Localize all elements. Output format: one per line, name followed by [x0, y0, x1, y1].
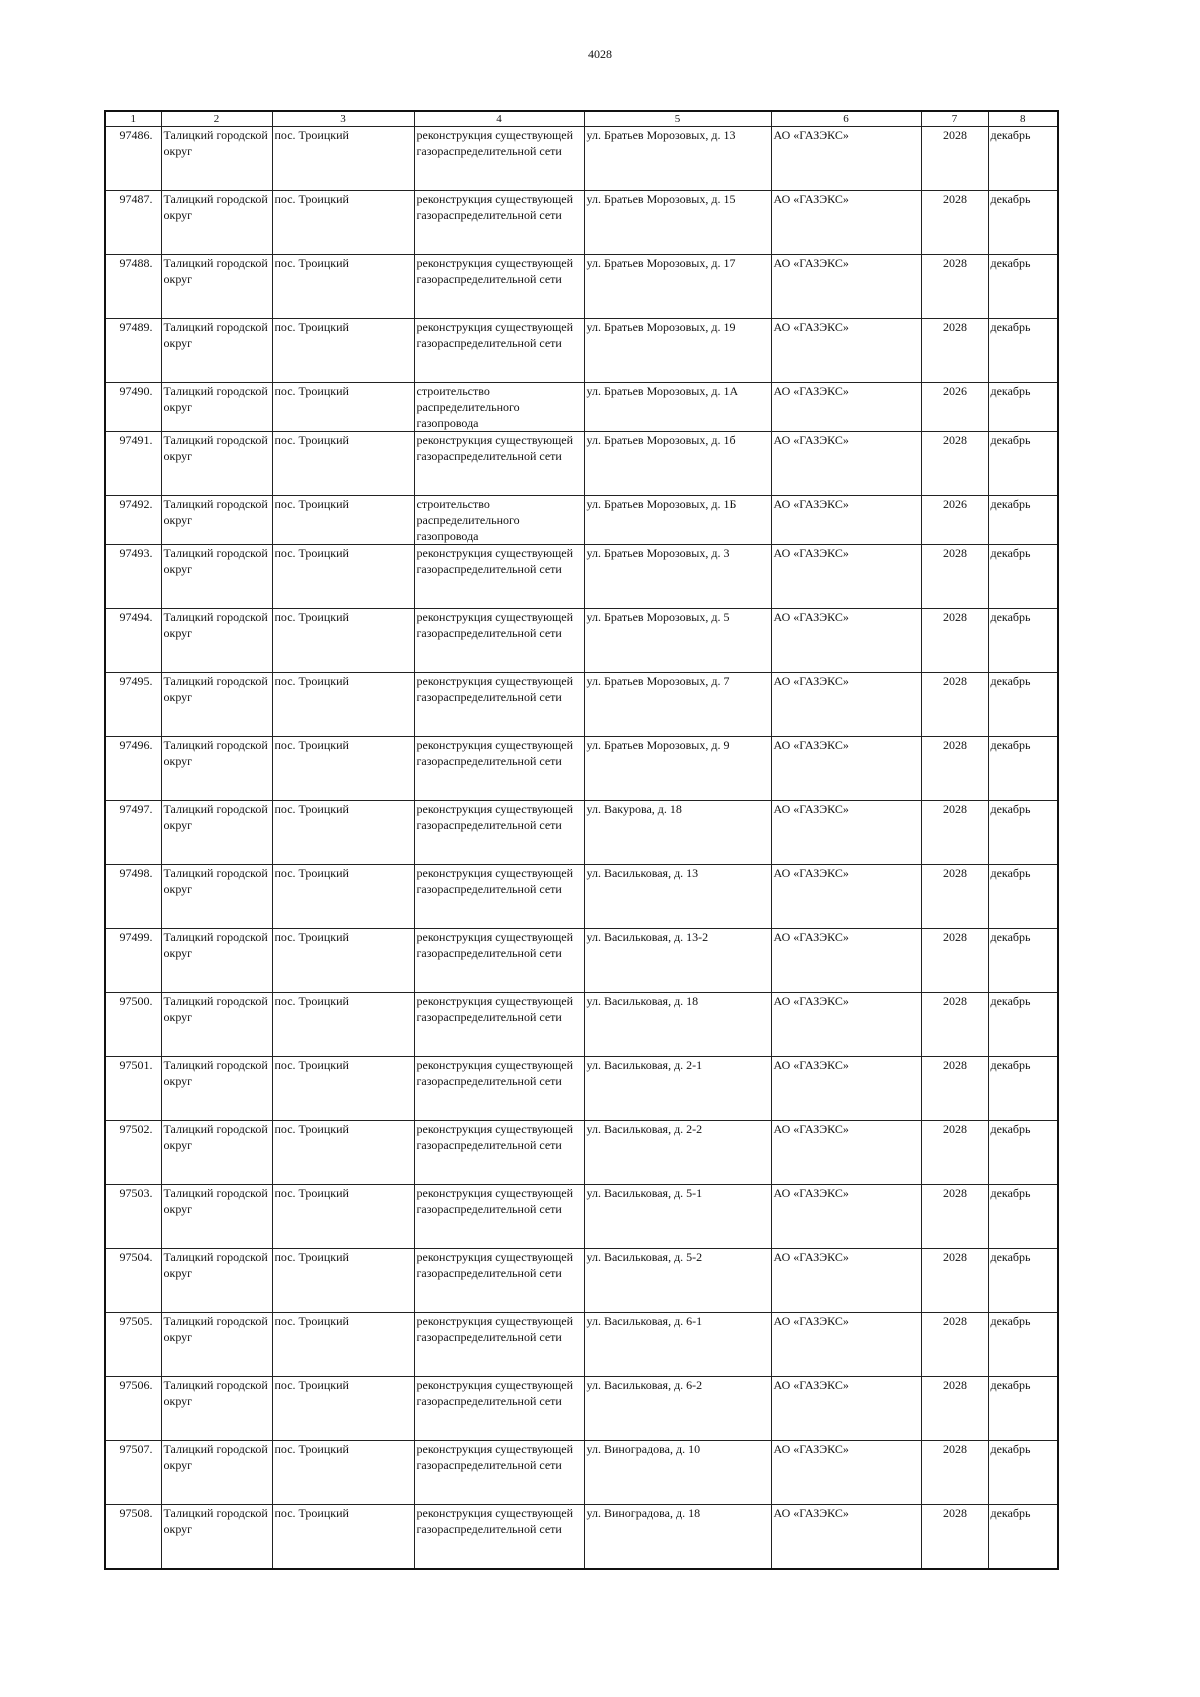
year-cell: 2028 — [921, 929, 988, 993]
district-cell: Талицкий городской округ — [161, 255, 272, 319]
table-row — [105, 496, 1058, 545]
month-cell: декабрь — [988, 1057, 1058, 1121]
work-type-cell: реконструкция существующей газораспределительной сети — [414, 319, 584, 383]
work-type-cell: реконструкция существующей газораспределительной сети — [414, 673, 584, 737]
year-cell: 2028 — [921, 127, 988, 191]
district-cell: Талицкий городской округ — [161, 1185, 272, 1249]
settlement-cell: пос. Троицкий — [272, 1057, 414, 1121]
district-cell: Талицкий городской округ — [161, 1377, 272, 1441]
work-type-cell: реконструкция существующей газораспределительной сети — [414, 255, 584, 319]
address-cell: ул. Братьев Морозовых, д. 1А — [584, 383, 771, 432]
address-cell: ул. Братьев Морозовых, д. 7 — [584, 673, 771, 737]
row-number: 97492. — [105, 496, 161, 545]
row-number: 97502. — [105, 1121, 161, 1185]
table-row — [105, 1057, 1058, 1121]
year-cell: 2028 — [921, 1441, 988, 1505]
settlement-cell: пос. Троицкий — [272, 191, 414, 255]
table-header-row — [105, 111, 1058, 127]
address-cell: ул. Виноградова, д. 18 — [584, 1505, 771, 1570]
year-cell: 2028 — [921, 1313, 988, 1377]
organization-cell: АО «ГАЗЭКС» — [771, 383, 921, 432]
settlement-cell: пос. Троицкий — [272, 319, 414, 383]
settlement-cell: пос. Троицкий — [272, 1313, 414, 1377]
organization-cell: АО «ГАЗЭКС» — [771, 1121, 921, 1185]
table-row — [105, 1249, 1058, 1313]
row-number: 97504. — [105, 1249, 161, 1313]
organization-cell: АО «ГАЗЭКС» — [771, 993, 921, 1057]
address-cell: ул. Васильковая, д. 2-2 — [584, 1121, 771, 1185]
settlement-cell: пос. Троицкий — [272, 1185, 414, 1249]
settlement-cell: пос. Троицкий — [272, 865, 414, 929]
work-type-cell: реконструкция существующей газораспределительной сети — [414, 1377, 584, 1441]
work-type-cell: реконструкция существующей газораспределительной сети — [414, 1057, 584, 1121]
year-cell: 2028 — [921, 432, 988, 496]
row-number: 97488. — [105, 255, 161, 319]
settlement-cell: пос. Троицкий — [272, 1377, 414, 1441]
settlement-cell: пос. Троицкий — [272, 127, 414, 191]
year-cell: 2026 — [921, 496, 988, 545]
district-cell: Талицкий городской округ — [161, 737, 272, 801]
address-cell: ул. Братьев Морозовых, д. 19 — [584, 319, 771, 383]
organization-cell: АО «ГАЗЭКС» — [771, 1249, 921, 1313]
organization-cell: АО «ГАЗЭКС» — [771, 319, 921, 383]
organization-cell: АО «ГАЗЭКС» — [771, 1313, 921, 1377]
month-cell: декабрь — [988, 127, 1058, 191]
work-type-cell: реконструкция существующей газораспределительной сети — [414, 865, 584, 929]
header-cell: 3 — [272, 111, 414, 127]
row-number: 97493. — [105, 545, 161, 609]
organization-cell: АО «ГАЗЭКС» — [771, 801, 921, 865]
settlement-cell: пос. Троицкий — [272, 1505, 414, 1570]
settlement-cell: пос. Троицкий — [272, 255, 414, 319]
settlement-cell: пос. Троицкий — [272, 609, 414, 673]
header-cell: 2 — [161, 111, 272, 127]
district-cell: Талицкий городской округ — [161, 1441, 272, 1505]
organization-cell: АО «ГАЗЭКС» — [771, 737, 921, 801]
table-row — [105, 127, 1058, 191]
settlement-cell: пос. Троицкий — [272, 496, 414, 545]
work-type-cell: реконструкция существующей газораспределительной сети — [414, 127, 584, 191]
year-cell: 2028 — [921, 801, 988, 865]
month-cell: декабрь — [988, 1441, 1058, 1505]
district-cell: Талицкий городской округ — [161, 1057, 272, 1121]
year-cell: 2028 — [921, 865, 988, 929]
address-cell: ул. Васильковая, д. 18 — [584, 993, 771, 1057]
settlement-cell: пос. Троицкий — [272, 432, 414, 496]
month-cell: декабрь — [988, 496, 1058, 545]
district-cell: Талицкий городской округ — [161, 432, 272, 496]
work-type-cell: реконструкция существующей газораспределительной сети — [414, 1441, 584, 1505]
row-number: 97486. — [105, 127, 161, 191]
district-cell: Талицкий городской округ — [161, 191, 272, 255]
address-cell: ул. Братьев Морозовых, д. 15 — [584, 191, 771, 255]
organization-cell: АО «ГАЗЭКС» — [771, 432, 921, 496]
table-row — [105, 319, 1058, 383]
settlement-cell: пос. Троицкий — [272, 1441, 414, 1505]
year-cell: 2028 — [921, 993, 988, 1057]
year-cell: 2028 — [921, 609, 988, 673]
work-type-cell: реконструкция существующей газораспределительной сети — [414, 1313, 584, 1377]
work-type-cell: реконструкция существующей газораспределительной сети — [414, 1121, 584, 1185]
address-cell: ул. Братьев Морозовых, д. 3 — [584, 545, 771, 609]
district-cell: Талицкий городской округ — [161, 865, 272, 929]
table-row — [105, 865, 1058, 929]
work-type-cell: реконструкция существующей газораспределительной сети — [414, 737, 584, 801]
address-cell: ул. Виноградова, д. 10 — [584, 1441, 771, 1505]
year-cell: 2028 — [921, 1185, 988, 1249]
work-type-cell: реконструкция существующей газораспределительной сети — [414, 432, 584, 496]
row-number: 97503. — [105, 1185, 161, 1249]
settlement-cell: пос. Троицкий — [272, 1121, 414, 1185]
year-cell: 2028 — [921, 1057, 988, 1121]
organization-cell: АО «ГАЗЭКС» — [771, 545, 921, 609]
year-cell: 2028 — [921, 737, 988, 801]
header-cell: 6 — [771, 111, 921, 127]
settlement-cell: пос. Троицкий — [272, 673, 414, 737]
row-number: 97497. — [105, 801, 161, 865]
year-cell: 2028 — [921, 191, 988, 255]
table-row — [105, 255, 1058, 319]
settlement-cell: пос. Троицкий — [272, 383, 414, 432]
work-type-cell: строительство распределительного газопровода — [414, 383, 584, 432]
table-row — [105, 673, 1058, 737]
organization-cell: АО «ГАЗЭКС» — [771, 1377, 921, 1441]
work-type-cell: реконструкция существующей газораспределительной сети — [414, 545, 584, 609]
year-cell: 2028 — [921, 255, 988, 319]
district-cell: Талицкий городской округ — [161, 319, 272, 383]
row-number: 97507. — [105, 1441, 161, 1505]
work-type-cell: реконструкция существующей газораспределительной сети — [414, 801, 584, 865]
month-cell: декабрь — [988, 801, 1058, 865]
month-cell: декабрь — [988, 609, 1058, 673]
address-cell: ул. Васильковая, д. 2-1 — [584, 1057, 771, 1121]
address-cell: ул. Васильковая, д. 5-2 — [584, 1249, 771, 1313]
table-row — [105, 191, 1058, 255]
page-number: 4028 — [588, 47, 612, 61]
settlement-cell: пос. Троицкий — [272, 929, 414, 993]
work-type-cell: реконструкция существующей газораспределительной сети — [414, 1249, 584, 1313]
address-cell: ул. Братьев Морозовых, д. 17 — [584, 255, 771, 319]
table-row — [105, 1121, 1058, 1185]
district-cell: Талицкий городской округ — [161, 993, 272, 1057]
district-cell: Талицкий городской округ — [161, 801, 272, 865]
row-number: 97494. — [105, 609, 161, 673]
address-cell: ул. Васильковая, д. 6-1 — [584, 1313, 771, 1377]
district-cell: Талицкий городской округ — [161, 1121, 272, 1185]
organization-cell: АО «ГАЗЭКС» — [771, 255, 921, 319]
row-number: 97501. — [105, 1057, 161, 1121]
table-row — [105, 1505, 1058, 1570]
year-cell: 2028 — [921, 1249, 988, 1313]
row-number: 97487. — [105, 191, 161, 255]
address-cell: ул. Братьев Морозовых, д. 13 — [584, 127, 771, 191]
table-row — [105, 1441, 1058, 1505]
year-cell: 2028 — [921, 673, 988, 737]
work-type-cell: реконструкция существующей газораспределительной сети — [414, 191, 584, 255]
address-cell: ул. Вакурова, д. 18 — [584, 801, 771, 865]
table-row — [105, 993, 1058, 1057]
district-cell: Талицкий городской округ — [161, 1313, 272, 1377]
address-cell: ул. Васильковая, д. 6-2 — [584, 1377, 771, 1441]
table-row — [105, 1313, 1058, 1377]
table-row — [105, 929, 1058, 993]
organization-cell: АО «ГАЗЭКС» — [771, 865, 921, 929]
month-cell: декабрь — [988, 737, 1058, 801]
month-cell: декабрь — [988, 319, 1058, 383]
year-cell: 2026 — [921, 383, 988, 432]
address-cell: ул. Васильковая, д. 13 — [584, 865, 771, 929]
month-cell: декабрь — [988, 1377, 1058, 1441]
organization-cell: АО «ГАЗЭКС» — [771, 1505, 921, 1570]
row-number: 97498. — [105, 865, 161, 929]
month-cell: декабрь — [988, 865, 1058, 929]
address-cell: ул. Васильковая, д. 5-1 — [584, 1185, 771, 1249]
work-type-cell: реконструкция существующей газораспределительной сети — [414, 1505, 584, 1570]
district-cell: Талицкий городской округ — [161, 1249, 272, 1313]
header-cell: 4 — [414, 111, 584, 127]
month-cell: декабрь — [988, 929, 1058, 993]
month-cell: декабрь — [988, 545, 1058, 609]
row-number: 97490. — [105, 383, 161, 432]
row-number: 97489. — [105, 319, 161, 383]
month-cell: декабрь — [988, 191, 1058, 255]
district-cell: Талицкий городской округ — [161, 496, 272, 545]
year-cell: 2028 — [921, 319, 988, 383]
header-cell: 1 — [105, 111, 161, 127]
organization-cell: АО «ГАЗЭКС» — [771, 127, 921, 191]
row-number: 97508. — [105, 1505, 161, 1570]
table-row — [105, 432, 1058, 496]
month-cell: декабрь — [988, 1249, 1058, 1313]
district-cell: Талицкий городской округ — [161, 127, 272, 191]
address-cell: ул. Братьев Морозовых, д. 9 — [584, 737, 771, 801]
organization-cell: АО «ГАЗЭКС» — [771, 1057, 921, 1121]
month-cell: декабрь — [988, 383, 1058, 432]
year-cell: 2028 — [921, 545, 988, 609]
district-cell: Талицкий городской округ — [161, 673, 272, 737]
row-number: 97496. — [105, 737, 161, 801]
settlement-cell: пос. Троицкий — [272, 545, 414, 609]
table-row — [105, 737, 1058, 801]
month-cell: декабрь — [988, 255, 1058, 319]
month-cell: декабрь — [988, 432, 1058, 496]
month-cell: декабрь — [988, 1185, 1058, 1249]
header-cell: 5 — [584, 111, 771, 127]
settlement-cell: пос. Троицкий — [272, 737, 414, 801]
year-cell: 2028 — [921, 1377, 988, 1441]
work-type-cell: реконструкция существующей газораспределительной сети — [414, 609, 584, 673]
table-row — [105, 545, 1058, 609]
month-cell: декабрь — [988, 1505, 1058, 1570]
row-number: 97495. — [105, 673, 161, 737]
data-table — [104, 110, 1059, 1570]
settlement-cell: пос. Троицкий — [272, 993, 414, 1057]
table-row — [105, 1377, 1058, 1441]
organization-cell: АО «ГАЗЭКС» — [771, 609, 921, 673]
address-cell: ул. Братьев Морозовых, д. 5 — [584, 609, 771, 673]
organization-cell: АО «ГАЗЭКС» — [771, 1441, 921, 1505]
district-cell: Талицкий городской округ — [161, 1505, 272, 1570]
organization-cell: АО «ГАЗЭКС» — [771, 929, 921, 993]
district-cell: Талицкий городской округ — [161, 383, 272, 432]
settlement-cell: пос. Троицкий — [272, 801, 414, 865]
settlement-cell: пос. Троицкий — [272, 1249, 414, 1313]
address-cell: ул. Васильковая, д. 13-2 — [584, 929, 771, 993]
row-number: 97506. — [105, 1377, 161, 1441]
month-cell: декабрь — [988, 1121, 1058, 1185]
month-cell: декабрь — [988, 673, 1058, 737]
year-cell: 2028 — [921, 1505, 988, 1570]
table-row — [105, 801, 1058, 865]
organization-cell: АО «ГАЗЭКС» — [771, 191, 921, 255]
header-cell: 7 — [921, 111, 988, 127]
month-cell: декабрь — [988, 993, 1058, 1057]
row-number: 97500. — [105, 993, 161, 1057]
work-type-cell: строительство распределительного газопровода — [414, 496, 584, 545]
row-number: 97491. — [105, 432, 161, 496]
organization-cell: АО «ГАЗЭКС» — [771, 496, 921, 545]
year-cell: 2028 — [921, 1121, 988, 1185]
district-cell: Талицкий городской округ — [161, 545, 272, 609]
row-number: 97499. — [105, 929, 161, 993]
district-cell: Талицкий городской округ — [161, 609, 272, 673]
district-cell: Талицкий городской округ — [161, 929, 272, 993]
organization-cell: АО «ГАЗЭКС» — [771, 673, 921, 737]
address-cell: ул. Братьев Морозовых, д. 1б — [584, 432, 771, 496]
month-cell: декабрь — [988, 1313, 1058, 1377]
work-type-cell: реконструкция существующей газораспределительной сети — [414, 1185, 584, 1249]
table-row — [105, 1185, 1058, 1249]
work-type-cell: реконструкция существующей газораспределительной сети — [414, 993, 584, 1057]
organization-cell: АО «ГАЗЭКС» — [771, 1185, 921, 1249]
work-type-cell: реконструкция существующей газораспределительной сети — [414, 929, 584, 993]
address-cell: ул. Братьев Морозовых, д. 1Б — [584, 496, 771, 545]
table-row — [105, 609, 1058, 673]
header-cell: 8 — [988, 111, 1058, 127]
table-row — [105, 383, 1058, 432]
row-number: 97505. — [105, 1313, 161, 1377]
